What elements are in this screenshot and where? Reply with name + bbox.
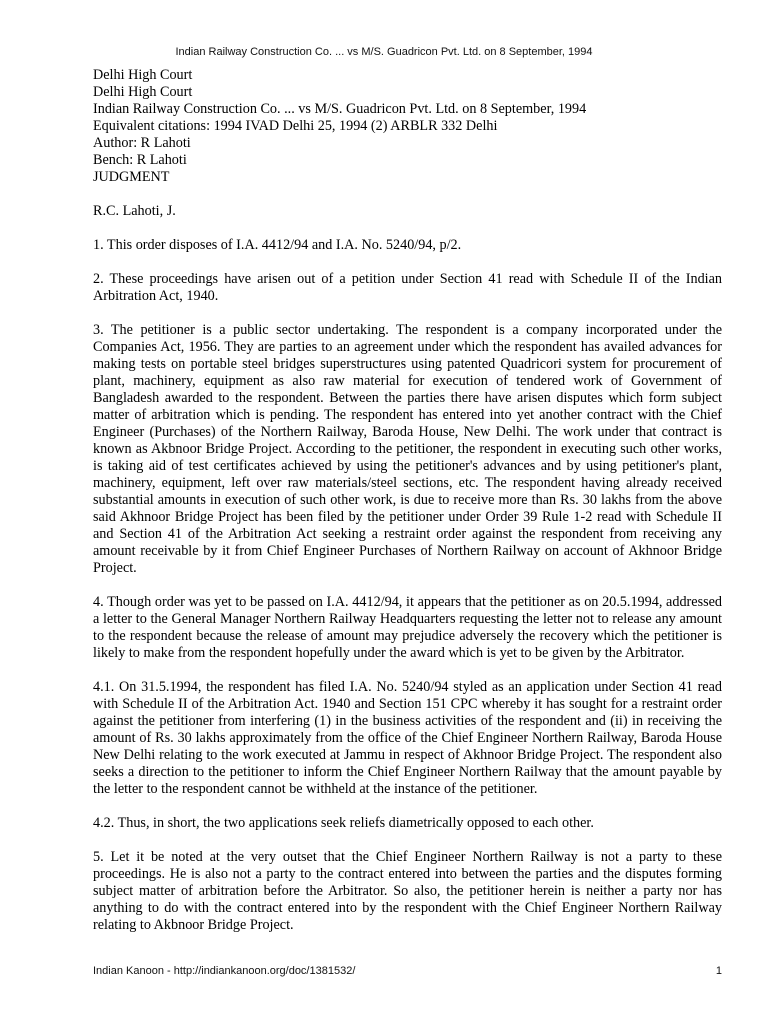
judge-name: R.C. Lahoti, J.: [93, 203, 176, 219]
paragraph-4-2: 4.2. Thus, in short, the two applications seek reliefs diametrically opposed to each other.: [93, 815, 594, 831]
paragraph-5: 5. Let it be noted at the very outset that the Chief Engineer Northern Railway is not a party to these proceedings. He is also not a party to the contract entered into between the parties and the disputes forming subject matter of arbitration before the Arbitrator. So also, the petitioner herein is neither a party nor has anything to do with the contract entered into by the respondent with the Chief Engineer Northern Railway relating to Akbnoor Bridge Project.: [93, 849, 722, 933]
running-header: Indian Railway Construction Co. ... vs M/S. Guadricon Pvt. Ltd. on 8 September, 1994: [175, 46, 593, 58]
court-name: Delhi High Court: [93, 67, 193, 83]
court-name-repeat: Delhi High Court: [93, 84, 193, 100]
paragraph-3: 3. The petitioner is a public sector undertaking. The respondent is a company incorporated under the Companies Act, 1956. They are parties to an agreement under which the respondent has availed advances for making tests on portable steel bridges superstructures using patented Quadricori system for procurement of plant, machinery, equipment as also raw material for execution of tendered work of Government of Bangladesh awarded to the respondent. Between the parties there have arisen disputes which form subject matter of arbitration which is pending. The respondent has entered into yet another contract with the Chief Engineer (Purchases) of the Northern Railway, Baroda House, New Delhi. The work under that contract is known as Akbnoor Bridge Project. According to the petitioner, the respondent in executing such other works, is taking aid of test certificates achieved by using the petitioner's advances and by using petitioner's plant, machinery, equipment, left over raw materials/steel sections, etc. The respondent having already received substantial amounts in execution of such other work, is due to receive more than Rs. 30 lakhs from the above said Akhnoor Bridge Project has been filed by the petitioner under Order 39 Rule 1-2 read with Schedule II and Section 41 of the Arbitration Act seeking a restraint order against the respondent from receiving any amount receivable by it from Chief Engineer Purchases of Northern Railway on account of Akhnoor Bridge Project.: [93, 322, 722, 576]
paragraph-2: 2. These proceedings have arisen out of a petition under Section 41 read with Schedule II of the Indian Arbitration Act, 1940.: [93, 271, 722, 304]
paragraph-4: 4. Though order was yet to be passed on I.A. 4412/94, it appears that the petitioner as on 20.5.1994, addressed a letter to the General Manager Northern Railway Headquarters requesting the letter not to release any amount to the respondent because the release of amount may prejudice adversely the recovery which the petitioner is likely to make from the respondent hopefully under the award which is yet to be given by the Arbitrator.: [93, 594, 722, 661]
equivalent-citations: Equivalent citations: 1994 IVAD Delhi 25, 1994 (2) ARBLR 332 Delhi: [93, 118, 498, 134]
bench-line: Bench: R Lahoti: [93, 152, 187, 168]
author-line: Author: R Lahoti: [93, 135, 191, 151]
judgment-body: [93, 67, 722, 934]
page-number: 1: [715, 965, 722, 977]
footer-source-link[interactable]: Indian Kanoon - http://indiankanoon.org/doc/1381532/: [93, 965, 356, 977]
case-metadata: [93, 67, 722, 186]
paragraph-4-1: 4.1. On 31.5.1994, the respondent has filed I.A. No. 5240/94 styled as an application under Section 41 read with Schedule II of the Arbitration Act. 1940 and Section 151 CPC whereby it has sought for a restraint order against the petitioner from interfering (1) in the business activities of the respondent and (ii) in receiving the amount of Rs. 30 lakhs approximately from the office of the Chief Engineer Northern Railway, Baroda House New Delhi relating to the work executed at Jammu in respect of Akhnoor Bridge Project. The respondent also seeks a direction to the petitioner to inform the Chief Engineer Northern Railway that the amount payable by the letter to the respondent cannot be withheld at the instance of the petitioner.: [93, 679, 722, 797]
paragraph-1: 1. This order disposes of I.A. 4412/94 and I.A. No. 5240/94, p/2.: [93, 237, 462, 253]
case-title: Indian Railway Construction Co. ... vs M/S. Guadricon Pvt. Ltd. on 8 September, 1994: [93, 101, 587, 117]
judgment-heading: JUDGMENT: [93, 169, 170, 185]
